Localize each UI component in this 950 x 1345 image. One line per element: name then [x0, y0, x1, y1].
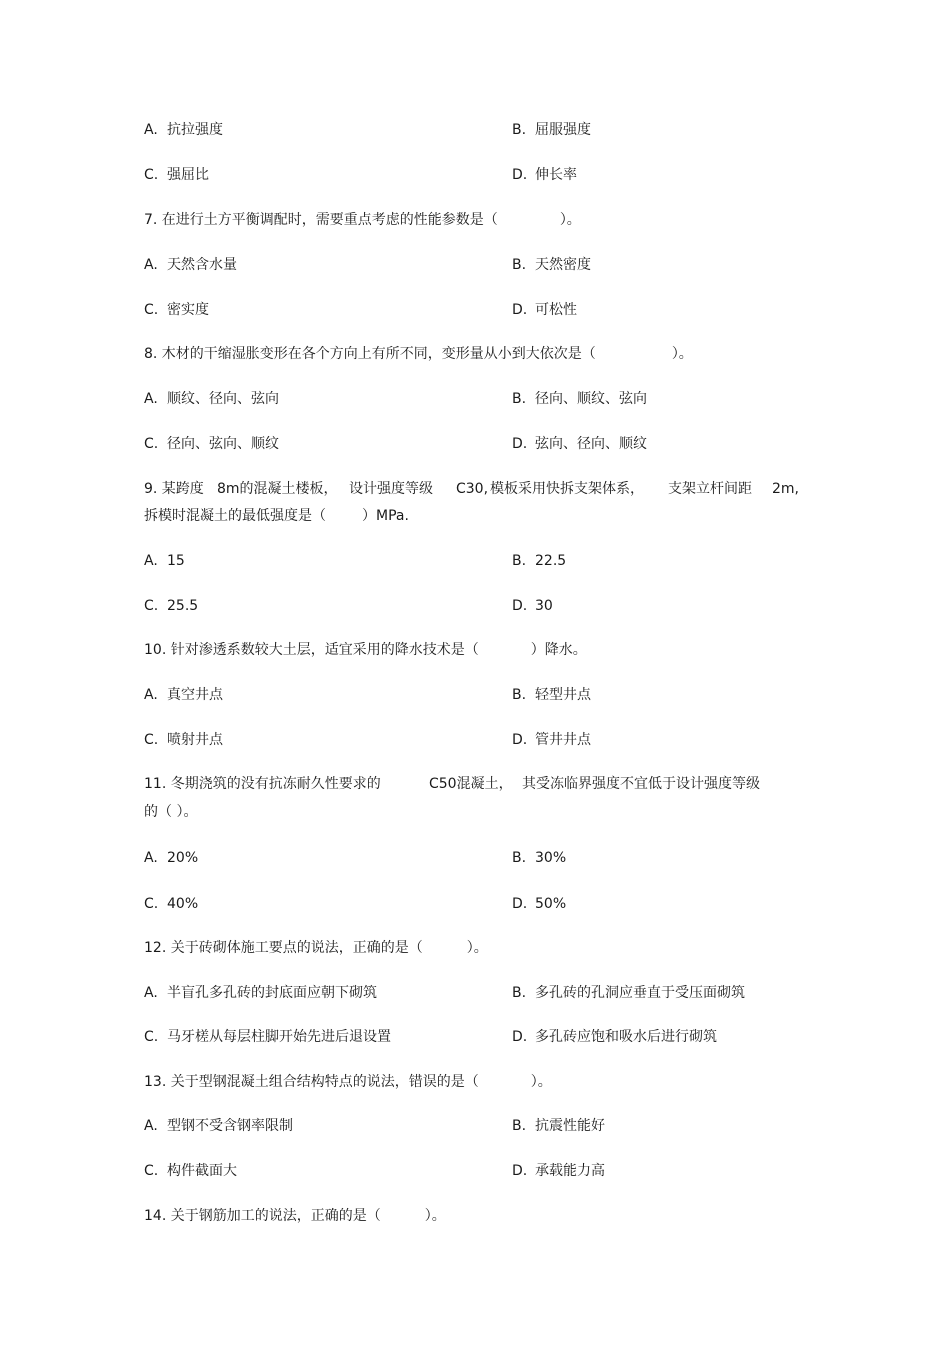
- q11-stem-line2: 的（ ）。: [144, 804, 198, 820]
- q9-stem-line2: 拆模时混凝土的最低强度是（ ）MPa.: [144, 508, 409, 524]
- q13-option-d: D. 承载能力高: [512, 1163, 605, 1179]
- q7-stem: 7. 在进行土方平衡调配时，需要重点考虑的性能参数是（ ）。: [144, 212, 581, 228]
- q8-option-b: B. 径向、顺纹、弦向: [512, 391, 647, 407]
- q11-stem-part-1: 11. 冬期浇筑的没有抗冻耐久性要求的: [144, 776, 381, 792]
- q13-stem: 13. 关于型钢混凝土组合结构特点的说法，错误的是（ ）。: [144, 1074, 552, 1090]
- q10-option-b: B. 轻型井点: [512, 687, 591, 703]
- q9-stem-part-3: 设计强度等级: [349, 481, 433, 497]
- q11-option-d: D. 50%: [512, 896, 567, 912]
- q11-option-b: B. 30%: [512, 850, 567, 866]
- q11-stem-part-3: 其受冻临界强度不宜低于设计强度等级: [522, 776, 760, 792]
- q10-option-c: C. 喷射井点: [144, 732, 223, 748]
- q12-option-b: B. 多孔砖的孔洞应垂直于受压面砌筑: [512, 985, 745, 1001]
- q12-option-a: A. 半盲孔多孔砖的封底面应朝下砌筑: [144, 985, 377, 1001]
- q13-option-c: C. 构件截面大: [144, 1163, 237, 1179]
- q11-option-a: A. 20%: [144, 850, 199, 866]
- q14-stem: 14. 关于钢筋加工的说法，正确的是（ ）。: [144, 1208, 446, 1224]
- q9-stem-part-4: C30,: [456, 481, 489, 497]
- q7-option-c: C. 密实度: [144, 302, 209, 318]
- q7-option-a: A. 天然含水量: [144, 257, 237, 273]
- q11-option-c: C. 40%: [144, 896, 199, 912]
- q9-option-b: B. 22.5: [512, 553, 567, 569]
- q12-option-c: C. 马牙槎从每层柱脚开始先进后退设置: [144, 1029, 391, 1045]
- q10-stem: 10. 针对渗透系数较大土层，适宜采用的降水技术是（ ）降水。: [144, 642, 587, 658]
- q8-option-a: A. 顺纹、径向、弦向: [144, 391, 279, 407]
- q7-option-b: B. 天然密度: [512, 257, 591, 273]
- q13-option-a: A. 型钢不受含钢率限制: [144, 1118, 293, 1134]
- q7-option-d: D. 可松性: [512, 302, 577, 318]
- q8-stem: 8. 木材的干缩湿胀变形在各个方向上有所不同，变形量从小到大依次是（ ）。: [144, 346, 693, 362]
- q11-stem-part-2: C50混凝土，: [429, 776, 513, 792]
- q10-option-d: D. 管井井点: [512, 732, 591, 748]
- q6-option-c: C. 强屈比: [144, 167, 209, 183]
- q12-stem: 12. 关于砖砌体施工要点的说法，正确的是（ ）。: [144, 940, 488, 956]
- q8-option-d: D. 弦向、径向、顺纹: [512, 436, 647, 452]
- q9-stem-part-2: 8m的混凝土楼板，: [217, 481, 338, 497]
- q9-stem-part-7: 2m,: [772, 481, 799, 497]
- q6-option-b: B. 屈服强度: [512, 122, 591, 138]
- q12-option-d: D. 多孔砖应饱和吸水后进行砌筑: [512, 1029, 717, 1045]
- q10-option-a: A. 真空井点: [144, 687, 223, 703]
- q9-option-d: D. 30: [512, 598, 553, 614]
- q13-option-b: B. 抗震性能好: [512, 1118, 605, 1134]
- q6-option-d: D. 伸长率: [512, 167, 577, 183]
- q6-option-a: A. 抗拉强度: [144, 122, 223, 138]
- q9-stem-part-6: 支架立杆间距: [668, 481, 752, 497]
- q8-option-c: C. 径向、弦向、顺纹: [144, 436, 279, 452]
- q9-stem-part-5: 模板采用快拆支架体系，: [490, 481, 644, 497]
- q9-option-a: A. 15: [144, 553, 185, 569]
- q9-option-c: C. 25.5: [144, 598, 199, 614]
- q9-stem-part-1: 9. 某跨度: [144, 481, 204, 497]
